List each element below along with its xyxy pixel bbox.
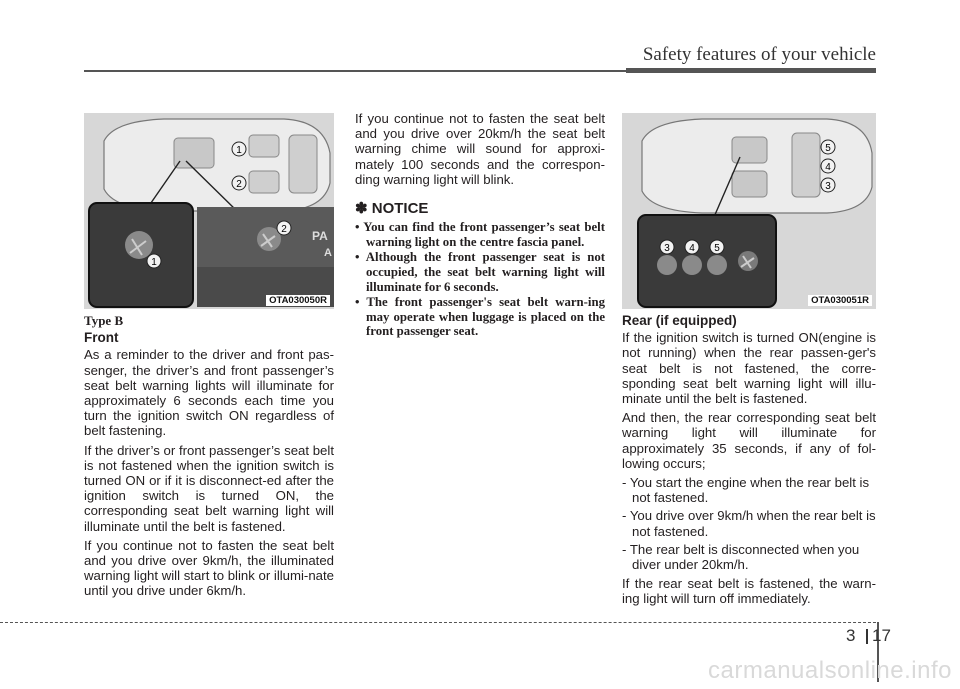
condition-item: - The rear belt is disconnected when you diver under 20km/h. — [622, 541, 860, 573]
figure-code: OTA030051R — [808, 295, 872, 306]
watermark: carmanualsonline.info — [708, 657, 952, 684]
indicator-4: 4 — [689, 243, 695, 254]
column-right — [622, 313, 876, 611]
callout-3: 3 — [825, 181, 831, 192]
condition-item: - You drive over 9km/h when the rear belt is not fastened. — [622, 508, 876, 539]
car-interior-illustration — [84, 113, 334, 309]
car-interior-illustration-rear — [622, 113, 876, 309]
notice-list — [355, 220, 605, 339]
column-left — [84, 313, 334, 603]
panel-callout-1: 1 — [151, 257, 157, 268]
indicator-5: 5 — [714, 243, 720, 254]
callout-5: 5 — [825, 143, 831, 154]
callout-4: 4 — [825, 162, 831, 173]
header-rule — [84, 70, 876, 72]
paragraph: If the rear seat belt is fastened, the warn-ing light will turn off immediately. — [622, 576, 876, 607]
seatbelt-warning-icon — [125, 231, 153, 259]
notice-item: • Although the front passenger seat is not occupied, the seat belt warning light will illuminate for 6 seconds. — [355, 250, 605, 294]
notice-item: • You can find the front passenger’s seat belt warning light on the centre fascia panel. — [355, 220, 605, 249]
condition-list — [622, 475, 876, 572]
paragraph: If you continue not to fasten the seat belt and you drive over 9km/h, the illuminated warning light will start to blink or illumi-nate until you drive under 6km/h. — [84, 537, 334, 599]
type-label: Type B — [84, 313, 124, 328]
paragraph: If you continue not to fasten the seat belt and you drive over 20km/h the seat belt warning chime will sound for approxi-mately 100 seconds and the correspon-ding warning light will blink. — [355, 111, 605, 187]
figure-rear-seatbelt-warning — [622, 113, 876, 309]
chapter-number: 3 — [846, 626, 856, 645]
notice-item: • The front passenger's seat belt warn-ing may operate when luggage is placed on the front passenger seat. — [355, 295, 605, 339]
footer-rule — [0, 622, 876, 623]
page-number-separator — [866, 629, 868, 644]
panel-callout-2: 2 — [281, 224, 287, 235]
indicator-3: 3 — [664, 243, 670, 254]
paragraph: As a reminder to the driver and front pas-senger, the driver’s and front passenger’s seat belt warning lights will illuminate for approximately 6 seconds each time you turn the ignition switch ON regardless of belt fastening. — [84, 347, 334, 439]
paragraph: If the driver’s or front passenger’s seat belt is not fastened when the ignition switch is turned ON or if it is disconnect-ed after the ignition switch is turned ON, the corresponding seat belt warning light will illuminate until the belt is fastened. — [84, 442, 334, 534]
paragraph: If the ignition switch is turned ON(engine is not running) when the rear passen-ger's seat belt is not fastened, the corre-sponding seat belt warning light will illu-minate until the belt is fastened. — [622, 330, 876, 407]
condition-item: - You start the engine when the rear belt is not fastened. — [622, 475, 870, 506]
panel-label: PA — [312, 229, 328, 243]
section-heading-rear: Rear (if equipped) — [622, 313, 737, 328]
callout-2: 2 — [236, 179, 242, 190]
section-heading-front: Front — [84, 330, 119, 346]
running-header: Safety features of your vehicle — [642, 44, 876, 65]
notice-heading: ✽ NOTICE — [355, 200, 429, 218]
figure-front-seatbelt-warning — [84, 113, 334, 309]
paragraph: And then, the rear corresponding seat belt warning light will illuminate for approximately 35 seconds, if any of fol-lowing occurs; — [622, 410, 876, 471]
column-middle — [355, 111, 605, 340]
callout-1: 1 — [236, 145, 242, 156]
page-number: 17 — [872, 626, 891, 645]
figure-code: OTA030050R — [266, 295, 330, 306]
panel-label-2: A — [324, 247, 332, 259]
